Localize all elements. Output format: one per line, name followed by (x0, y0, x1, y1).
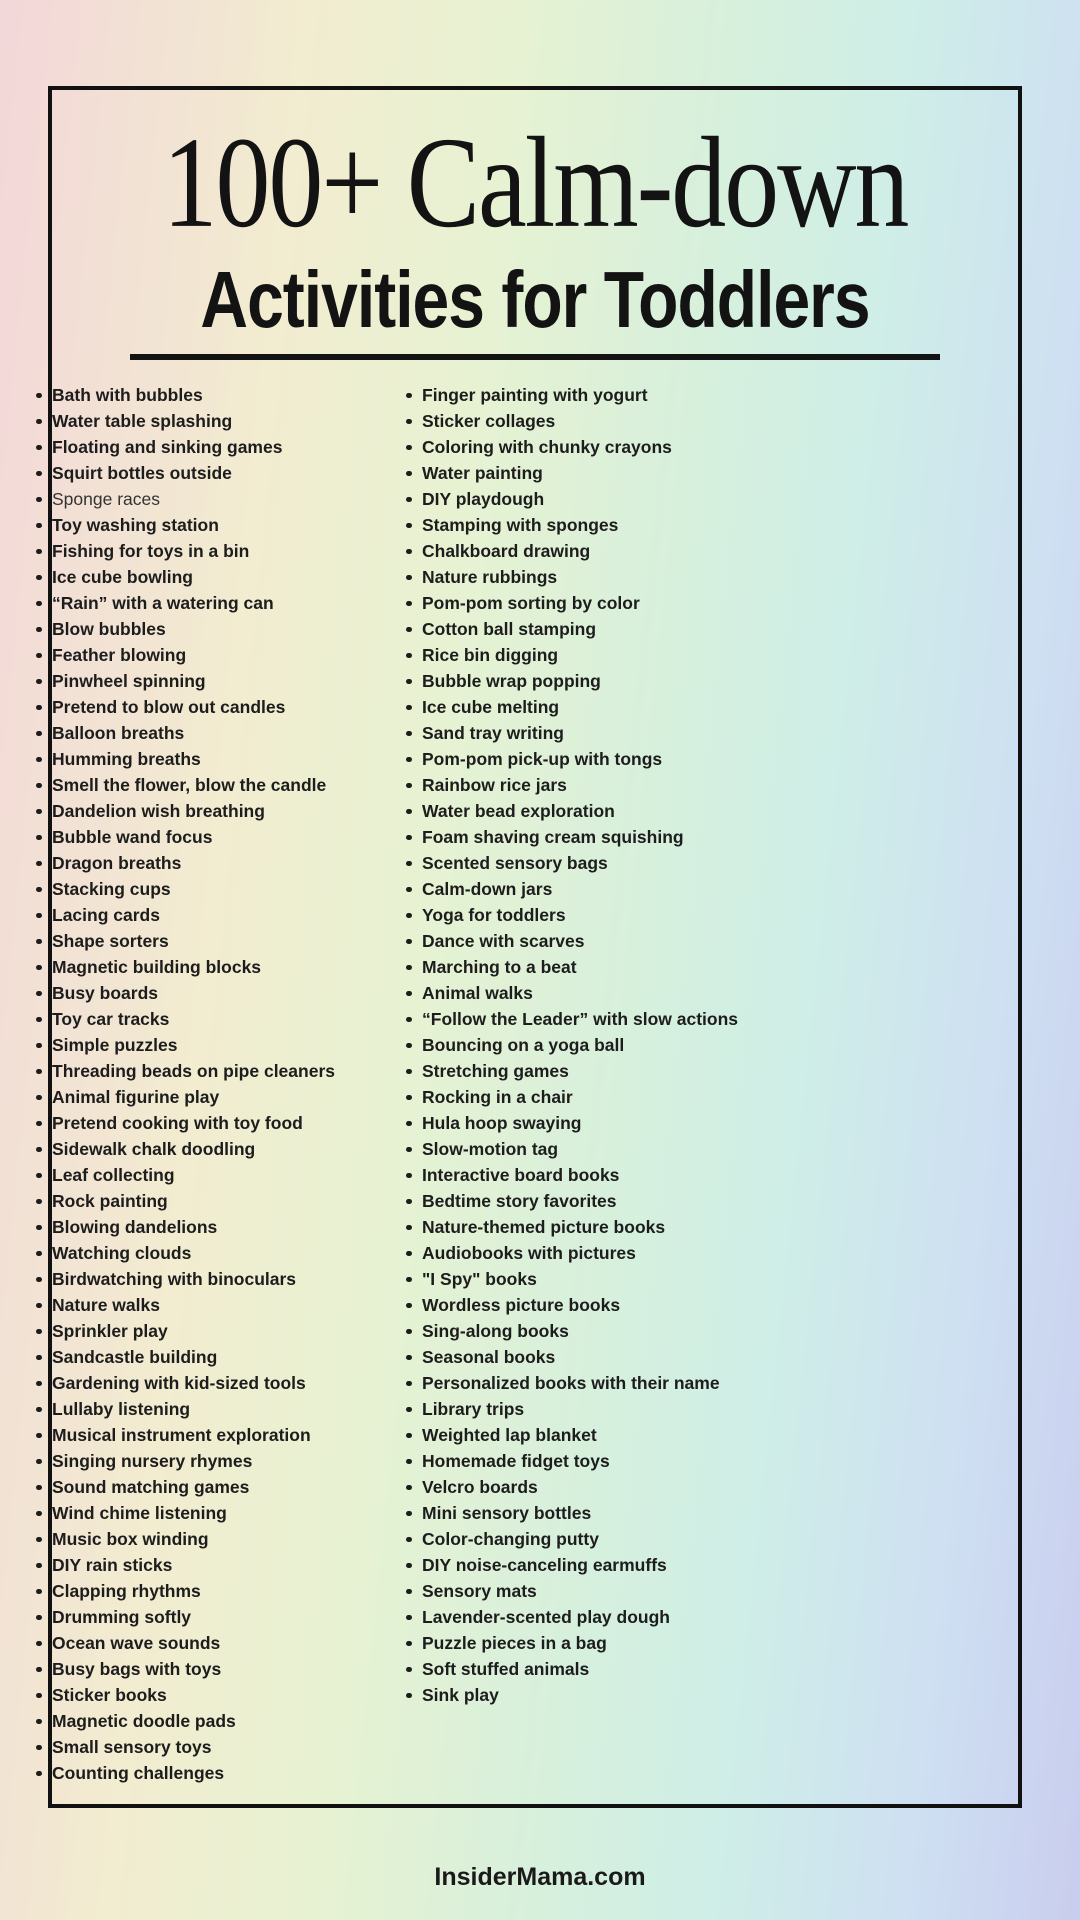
list-item: Toy car tracks (52, 1006, 422, 1032)
list-item: Pinwheel spinning (52, 668, 422, 694)
list-item: Singing nursery rhymes (52, 1448, 422, 1474)
list-item: Fishing for toys in a bin (52, 538, 422, 564)
list-item: DIY playdough (422, 486, 882, 512)
list-item: Cotton ball stamping (422, 616, 882, 642)
list-item: Yoga for toddlers (422, 902, 882, 928)
list-item: Rice bin digging (422, 642, 882, 668)
list-item: Wordless picture books (422, 1292, 882, 1318)
list-item: Pretend to blow out candles (52, 694, 422, 720)
list-item: Lavender-scented play dough (422, 1604, 882, 1630)
activity-list-right (422, 382, 882, 1786)
list-item: Calm-down jars (422, 876, 882, 902)
list-item: Magnetic doodle pads (52, 1708, 422, 1734)
list-item: Water painting (422, 460, 882, 486)
list-item: Ice cube bowling (52, 564, 422, 590)
list-item: Bubble wrap popping (422, 668, 882, 694)
list-item: DIY rain sticks (52, 1552, 422, 1578)
list-item: “Rain” with a watering can (52, 590, 422, 616)
list-item: Coloring with chunky crayons (422, 434, 882, 460)
list-item: Sidewalk chalk doodling (52, 1136, 422, 1162)
list-item: Sound matching games (52, 1474, 422, 1500)
list-item: Ocean wave sounds (52, 1630, 422, 1656)
list-item: Finger painting with yogurt (422, 382, 882, 408)
list-item: Sensory mats (422, 1578, 882, 1604)
list-item: Lacing cards (52, 902, 422, 928)
list-item: Pom-pom sorting by color (422, 590, 882, 616)
title-block (52, 108, 1018, 360)
list-item: Pom-pom pick-up with tongs (422, 746, 882, 772)
list-item: Wind chime listening (52, 1500, 422, 1526)
list-item: Nature rubbings (422, 564, 882, 590)
list-item: Interactive board books (422, 1162, 882, 1188)
site-attribution: InsiderMama.com (434, 1863, 646, 1891)
list-item: Dance with scarves (422, 928, 882, 954)
list-item: Bedtime story favorites (422, 1188, 882, 1214)
list-item: Stacking cups (52, 876, 422, 902)
list-item: Watching clouds (52, 1240, 422, 1266)
list-item: Smell the flower, blow the candle (52, 772, 422, 798)
list-item: Magnetic building blocks (52, 954, 422, 980)
list-item: Rainbow rice jars (422, 772, 882, 798)
list-item: DIY noise-canceling earmuffs (422, 1552, 882, 1578)
list-item: Ice cube melting (422, 694, 882, 720)
list-item: Shape sorters (52, 928, 422, 954)
list-item: Animal walks (422, 980, 882, 1006)
activity-columns (52, 382, 1018, 1786)
page-title-sans: Activities for Toddlers (200, 255, 870, 345)
list-item: Music box winding (52, 1526, 422, 1552)
list-item: Floating and sinking games (52, 434, 422, 460)
list-item: Sand tray writing (422, 720, 882, 746)
list-item: Simple puzzles (52, 1032, 422, 1058)
list-item: Sticker books (52, 1682, 422, 1708)
list-item: Toy washing station (52, 512, 422, 538)
list-item: Lullaby listening (52, 1396, 422, 1422)
list-item: Feather blowing (52, 642, 422, 668)
list-item: "I Spy" books (422, 1266, 882, 1292)
list-item: Seasonal books (422, 1344, 882, 1370)
list-item: Dragon breaths (52, 850, 422, 876)
list-item: Puzzle pieces in a bag (422, 1630, 882, 1656)
list-item: Homemade fidget toys (422, 1448, 882, 1474)
title-underline (130, 354, 940, 360)
list-item: Soft stuffed animals (422, 1656, 882, 1682)
list-item: Nature-themed picture books (422, 1214, 882, 1240)
list-item: Bath with bubbles (52, 382, 422, 408)
list-item: Sticker collages (422, 408, 882, 434)
list-item: Bubble wand focus (52, 824, 422, 850)
list-item: Water table splashing (52, 408, 422, 434)
list-item: Audiobooks with pictures (422, 1240, 882, 1266)
list-item: Sandcastle building (52, 1344, 422, 1370)
list-item: Sponge races (52, 486, 422, 512)
list-item: Sing-along books (422, 1318, 882, 1344)
list-item: Chalkboard drawing (422, 538, 882, 564)
list-item: Nature walks (52, 1292, 422, 1318)
list-item: Mini sensory bottles (422, 1500, 882, 1526)
list-item: Bouncing on a yoga ball (422, 1032, 882, 1058)
list-item: Blowing dandelions (52, 1214, 422, 1240)
list-item: Water bead exploration (422, 798, 882, 824)
list-item: Pretend cooking with toy food (52, 1110, 422, 1136)
list-item: Slow-motion tag (422, 1136, 882, 1162)
list-item: Personalized books with their name (422, 1370, 882, 1396)
list-item: Scented sensory bags (422, 850, 882, 876)
list-item: Stamping with sponges (422, 512, 882, 538)
list-item: Musical instrument exploration (52, 1422, 422, 1448)
list-item: Birdwatching with binoculars (52, 1266, 422, 1292)
list-item: Counting challenges (52, 1760, 422, 1786)
list-item: Weighted lap blanket (422, 1422, 882, 1448)
list-item: Threading beads on pipe cleaners (52, 1058, 422, 1084)
activity-list-left (52, 382, 422, 1786)
list-item: Library trips (422, 1396, 882, 1422)
list-item: Rock painting (52, 1188, 422, 1214)
list-item: Sprinkler play (52, 1318, 422, 1344)
list-item: Velcro boards (422, 1474, 882, 1500)
list-item: Busy boards (52, 980, 422, 1006)
list-item: Balloon breaths (52, 720, 422, 746)
list-item: Foam shaving cream squishing (422, 824, 882, 850)
list-item: Hula hoop swaying (422, 1110, 882, 1136)
list-item: “Follow the Leader” with slow actions (422, 1006, 882, 1032)
list-item: Rocking in a chair (422, 1084, 882, 1110)
list-item: Sink play (422, 1682, 882, 1708)
list-item: Dandelion wish breathing (52, 798, 422, 824)
list-item: Squirt bottles outside (52, 460, 422, 486)
list-item: Marching to a beat (422, 954, 882, 980)
list-item: Small sensory toys (52, 1734, 422, 1760)
list-item: Animal figurine play (52, 1084, 422, 1110)
list-item: Busy bags with toys (52, 1656, 422, 1682)
content-frame (48, 86, 1022, 1808)
page-title-serif: 100+ Calm-down (162, 111, 908, 255)
list-item: Drumming softly (52, 1604, 422, 1630)
list-item: Blow bubbles (52, 616, 422, 642)
list-item: Humming breaths (52, 746, 422, 772)
list-item: Color-changing putty (422, 1526, 882, 1552)
list-item: Gardening with kid-sized tools (52, 1370, 422, 1396)
list-item: Stretching games (422, 1058, 882, 1084)
list-item: Clapping rhythms (52, 1578, 422, 1604)
list-item: Leaf collecting (52, 1162, 422, 1188)
